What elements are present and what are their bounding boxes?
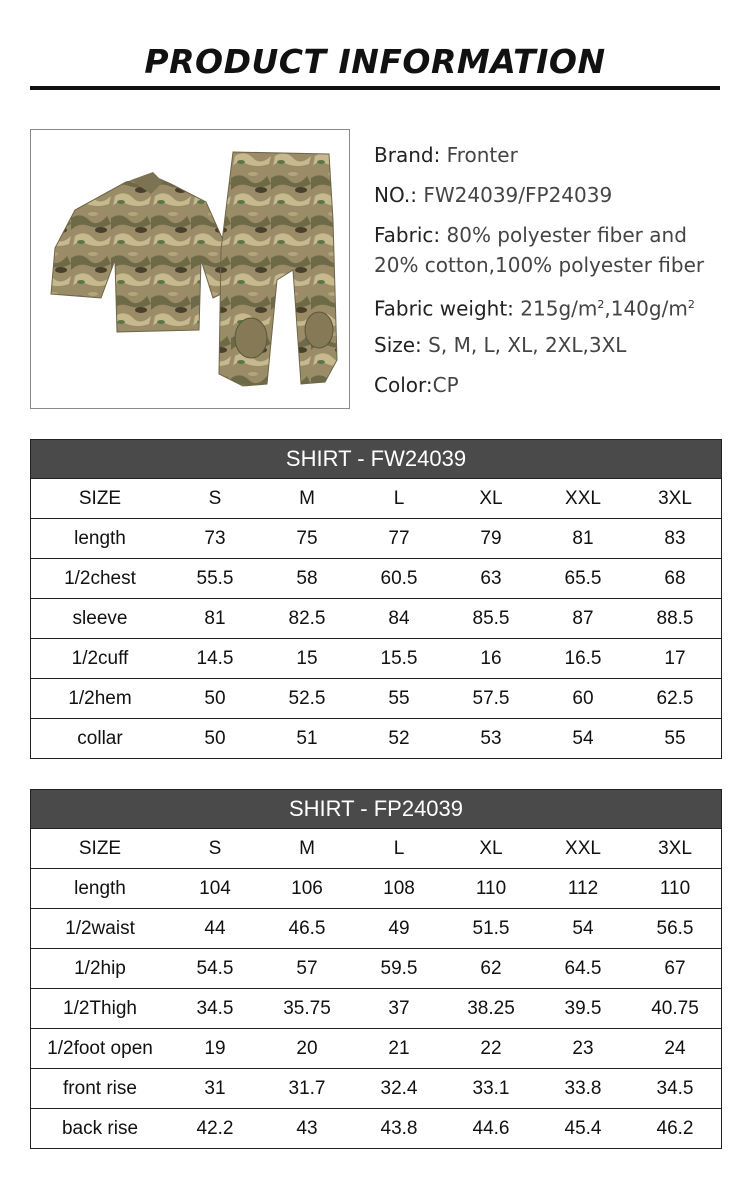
row-label: collar <box>77 727 123 749</box>
table-cell: 43 <box>296 1117 318 1139</box>
table-cell: 54 <box>572 727 594 749</box>
table-cell: 31.7 <box>288 1077 326 1099</box>
column-header: L <box>393 837 405 859</box>
table-cell: 64.5 <box>564 957 602 979</box>
table-cell: 43.8 <box>380 1117 418 1139</box>
table-cell: 55 <box>664 727 686 749</box>
table-cell: 57.5 <box>472 687 510 709</box>
table-cell: 17 <box>664 647 686 669</box>
brand-label: Brand: <box>374 143 441 167</box>
table-cell: 52 <box>388 727 410 749</box>
table-row <box>31 948 721 988</box>
table-cell: 68 <box>664 567 686 589</box>
table-cell: 34.5 <box>656 1077 694 1099</box>
column-header: SIZE <box>78 487 122 509</box>
shirt-size-table <box>30 439 722 759</box>
size-row <box>374 330 734 370</box>
row-label: 1/2foot open <box>47 1037 153 1059</box>
table-cell: 63 <box>480 567 502 589</box>
table-cell: 75 <box>296 527 318 549</box>
table-cell: 55.5 <box>196 567 234 589</box>
table-cell: 33.8 <box>564 1077 602 1099</box>
table-row <box>31 988 721 1028</box>
table-cell: 56.5 <box>656 917 694 939</box>
table-cell: 65.5 <box>564 567 602 589</box>
shirt-table-body <box>31 479 721 758</box>
table-cell: 20 <box>296 1037 318 1059</box>
table-cell: 44.6 <box>472 1117 510 1139</box>
table-row <box>31 868 721 908</box>
table-row <box>31 1108 721 1148</box>
title-divider <box>30 86 720 90</box>
fabric-label: Fabric: <box>374 223 441 247</box>
table-row <box>31 598 721 638</box>
number-label: NO.: <box>374 183 417 207</box>
table-cell: 54 <box>572 917 594 939</box>
table-cell: 77 <box>388 527 410 549</box>
color-row <box>374 370 734 410</box>
row-label: 1/2hem <box>68 687 132 709</box>
table-cell: 34.5 <box>196 997 234 1019</box>
table-cell: 16 <box>480 647 502 669</box>
pants-table-body <box>31 829 721 1148</box>
weight-sup-1: 2 <box>597 298 605 311</box>
table-cell: 16.5 <box>564 647 602 669</box>
table-cell: 73 <box>204 527 226 549</box>
fabric-row <box>374 220 734 290</box>
row-label: back rise <box>61 1117 139 1139</box>
row-label: 1/2waist <box>65 917 135 939</box>
column-header: 3XL <box>658 837 692 859</box>
column-header: XXL <box>565 487 601 509</box>
row-label: 1/2cuff <box>71 647 129 669</box>
table-cell: 44 <box>204 917 226 939</box>
table-cell: 46.5 <box>288 917 326 939</box>
table-cell: 79 <box>480 527 502 549</box>
table-cell: 19 <box>204 1037 226 1059</box>
table-cell: 82.5 <box>288 607 326 629</box>
product-info <box>374 140 734 410</box>
fabric-value: 80% polyester fiber and 20% cotton,100% polyester fiber <box>374 223 705 277</box>
table-cell: 21 <box>388 1037 410 1059</box>
camo-uniform-photo-icon <box>31 130 349 408</box>
table-header-row <box>31 829 721 868</box>
brand-row <box>374 140 734 180</box>
color-value: CP <box>432 373 459 397</box>
row-label: length <box>74 527 126 549</box>
row-label: 1/2Thigh <box>63 997 137 1019</box>
table-cell: 81 <box>572 527 594 549</box>
size-value: S, M, L, XL, 2XL,3XL <box>428 333 627 357</box>
table-row <box>31 1068 721 1108</box>
table-cell: 60.5 <box>380 567 418 589</box>
weight-value-2: ,140g/m <box>604 296 688 321</box>
table-cell: 22 <box>480 1037 502 1059</box>
table-cell: 62.5 <box>656 687 694 709</box>
row-label: sleeve <box>72 607 128 629</box>
column-header: XL <box>479 837 503 859</box>
table-cell: 38.25 <box>467 997 515 1019</box>
table-cell: 51.5 <box>472 917 510 939</box>
column-header: S <box>208 487 222 509</box>
table-row <box>31 558 721 598</box>
table-cell: 54.5 <box>196 957 234 979</box>
table-cell: 46.2 <box>656 1117 694 1139</box>
row-label: 1/2hip <box>74 957 126 979</box>
table-row <box>31 518 721 558</box>
column-header: M <box>299 837 315 859</box>
column-header: XL <box>479 487 503 509</box>
table-cell: 35.75 <box>283 997 331 1019</box>
table-cell: 45.4 <box>564 1117 602 1139</box>
number-value: FW24039/FP24039 <box>423 183 613 207</box>
table-cell: 42.2 <box>196 1117 234 1139</box>
brand-value: Fronter <box>446 143 518 167</box>
column-header: SIZE <box>78 837 122 859</box>
table-cell: 33.1 <box>472 1077 510 1099</box>
table-row <box>31 1028 721 1068</box>
table-cell: 52.5 <box>288 687 326 709</box>
row-label: front rise <box>63 1077 137 1099</box>
table-cell: 83 <box>664 527 686 549</box>
table-row <box>31 718 721 758</box>
row-label: 1/2chest <box>64 567 136 589</box>
page-title: PRODUCT INFORMATION <box>144 42 606 81</box>
size-label: Size: <box>374 333 422 357</box>
table-cell: 60 <box>572 687 594 709</box>
table-cell: 55 <box>388 687 410 709</box>
table-cell: 50 <box>204 687 226 709</box>
column-header: S <box>208 837 222 859</box>
table-cell: 62 <box>480 957 502 979</box>
color-label: Color: <box>374 373 433 397</box>
table-cell: 84 <box>388 607 410 629</box>
table-cell: 37 <box>388 997 410 1019</box>
column-header: 3XL <box>658 487 692 509</box>
table-cell: 57 <box>296 957 318 979</box>
weight-row <box>374 290 734 330</box>
table-cell: 31 <box>204 1077 226 1099</box>
table-cell: 49 <box>388 917 410 939</box>
table-cell: 24 <box>664 1037 686 1059</box>
table-cell: 23 <box>572 1037 594 1059</box>
shirt-table-title: SHIRT - FW24039 <box>31 440 721 479</box>
table-cell: 106 <box>291 877 323 899</box>
table-cell: 110 <box>659 877 691 899</box>
table-cell: 59.5 <box>380 957 418 979</box>
table-cell: 32.4 <box>380 1077 418 1099</box>
table-cell: 108 <box>383 877 415 899</box>
column-header: XXL <box>565 837 601 859</box>
table-row <box>31 908 721 948</box>
table-cell: 39.5 <box>564 997 602 1019</box>
table-row <box>31 678 721 718</box>
table-row <box>31 638 721 678</box>
table-cell: 50 <box>204 727 226 749</box>
table-cell: 15 <box>296 647 318 669</box>
number-row <box>374 180 734 220</box>
table-cell: 85.5 <box>472 607 510 629</box>
product-photo <box>30 129 350 409</box>
table-cell: 104 <box>199 877 231 899</box>
weight-value-1: 215g/m <box>520 296 598 321</box>
table-cell: 40.75 <box>651 997 699 1019</box>
table-cell: 53 <box>480 727 502 749</box>
table-cell: 88.5 <box>656 607 694 629</box>
table-cell: 81 <box>204 607 226 629</box>
table-cell: 51 <box>296 727 318 749</box>
table-cell: 14.5 <box>196 647 234 669</box>
table-cell: 110 <box>475 877 507 899</box>
table-cell: 112 <box>567 877 599 899</box>
table-cell: 58 <box>296 567 318 589</box>
weight-label: Fabric weight: <box>374 296 514 321</box>
table-cell: 87 <box>572 607 594 629</box>
weight-sup-2: 2 <box>687 298 695 311</box>
table-cell: 15.5 <box>380 647 418 669</box>
column-header: M <box>299 487 315 509</box>
row-label: length <box>74 877 126 899</box>
pants-table-title: SHIRT - FP24039 <box>31 790 721 829</box>
table-cell: 67 <box>664 957 686 979</box>
column-header: L <box>393 487 405 509</box>
table-header-row <box>31 479 721 518</box>
pants-size-table <box>30 789 722 1149</box>
